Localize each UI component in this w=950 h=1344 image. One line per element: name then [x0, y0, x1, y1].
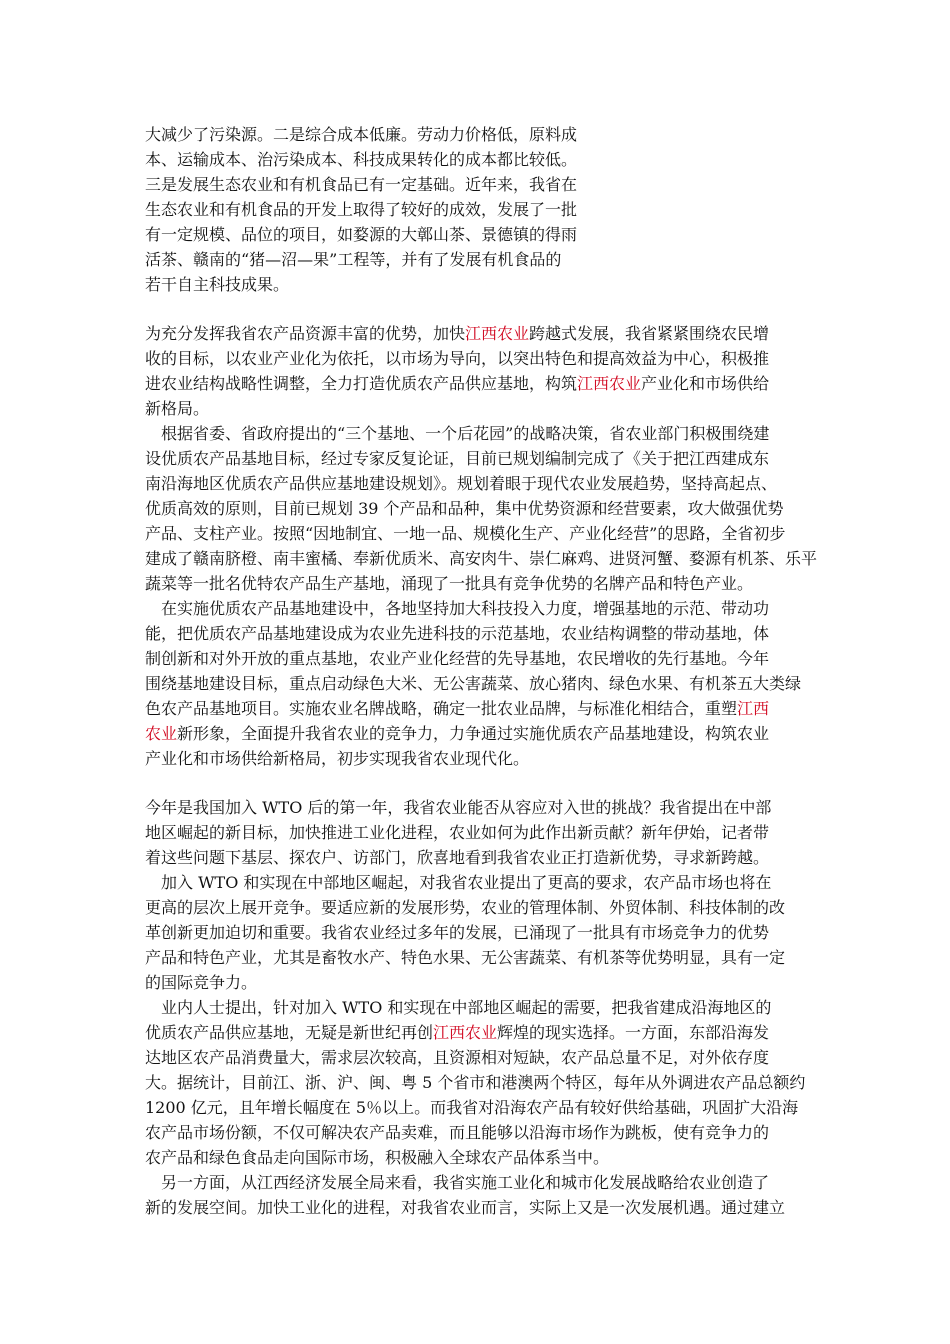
text-line — [145, 1045, 810, 1070]
text-line — [145, 870, 810, 895]
text-line — [145, 1095, 810, 1120]
text-segment: 为充分发挥我省农产品资源丰富的优势，加快 — [145, 324, 466, 343]
text-segment: 加入 WTO 和实现在中部地区崛起，对我省农业提出了更高的要求，农产品市场也将在 — [145, 873, 772, 892]
text-segment: 辉煌的现实选择。一方面，东部沿海发 — [497, 1023, 770, 1042]
text-segment: 色农产品基地项目。实施农业名牌战略，确定一批农业品牌，与标准化相结合，重塑 — [145, 699, 738, 718]
text-segment: 的国际竞争力。 — [145, 973, 258, 992]
text-line — [145, 496, 810, 521]
text-line — [145, 920, 810, 945]
text-line — [145, 746, 810, 771]
text-line — [145, 546, 818, 571]
text-segment: 另一方面，从江西经济发展全局来看，我省实施工业化和城市化发展战略给农业创造了 — [145, 1173, 770, 1192]
text-segment: 大。据统计，目前江、浙、沪、闽、粤 5 个省市和港澳两个特区，每年从外调进农产品总额约 — [145, 1073, 806, 1092]
text-line — [145, 471, 810, 496]
text-line — [145, 122, 605, 147]
text-line — [145, 346, 810, 371]
text-line — [145, 371, 810, 396]
text-line — [145, 421, 810, 446]
text-line — [145, 895, 810, 920]
text-line — [145, 321, 810, 346]
text-segment: 新格局。 — [145, 399, 210, 418]
text-segment: 农产品和绿色食品走向国际市场，积极融入全球农产品体系当中。 — [145, 1148, 610, 1167]
text-line — [145, 1020, 810, 1045]
text-line — [145, 1170, 810, 1195]
text-segment: 着这些问题下基层、探农户、访部门，欣喜地看到我省农业正打造新优势，寻求新跨越。 — [145, 848, 770, 867]
text-line — [145, 247, 605, 272]
text-line — [145, 1070, 810, 1095]
text-line — [145, 571, 810, 596]
text-line — [145, 945, 810, 970]
text-line — [145, 1120, 810, 1145]
text-line — [145, 995, 810, 1020]
text-segment: 产业化和市场供给 — [641, 374, 770, 393]
highlighted-term: 江西 — [737, 699, 770, 718]
text-segment: 今年是我国加入 WTO 后的第一年，我省农业能否从容应对入世的挑战？我省提出在中部 — [145, 798, 772, 817]
text-line — [145, 147, 605, 172]
text-line — [145, 172, 605, 197]
text-line — [145, 396, 810, 421]
text-segment: 围绕基地建设目标，重点启动绿色大米、无公害蔬菜、放心猪肉、绿色水果、有机茶五大类绿 — [145, 674, 802, 693]
text-segment: 本、运输成本、治污染成本、科技成果转化的成本都比较低。 — [145, 150, 578, 169]
text-segment: 生态农业和有机食品的开发上取得了较好的成效，发展了一批 — [145, 200, 578, 219]
text-segment: 优质农产品供应基地，无疑是新世纪再创 — [145, 1023, 434, 1042]
text-segment: 活茶、赣南的“猪—沼—果”工程等，并有了发展有机食品的 — [145, 250, 562, 269]
text-segment: 达地区农产品消费量大，需求层次较高，且资源相对短缺，农产品总量不足，对外依存度 — [145, 1048, 770, 1067]
text-segment: 业内人士提出，针对加入 WTO 和实现在中部地区崛起的需要，把我省建成沿海地区的 — [145, 998, 772, 1017]
text-line — [145, 1195, 810, 1220]
text-line — [145, 646, 810, 671]
highlighted-term: 江西农业 — [465, 324, 530, 343]
text-line — [145, 596, 810, 621]
text-segment: 大减少了污染源。二是综合成本低廉。劳动力价格低，原料成 — [145, 125, 578, 144]
text-block-3 — [145, 795, 810, 1220]
text-segment: 设优质农产品基地目标，经过专家反复论证，目前已规划编制完成了《关于把江西建成东 — [145, 449, 770, 468]
text-line — [145, 521, 810, 546]
text-segment: 更高的层次上展开竞争。要适应新的发展形势，农业的管理体制、外贸体制、科技体制的改 — [145, 898, 786, 917]
text-block-1 — [145, 122, 605, 297]
text-segment: 建成了赣南脐橙、南丰蜜橘、奉新优质米、高安肉牛、崇仁麻鸡、进贤河蟹、婺源有机茶、乐平 — [145, 549, 818, 568]
text-segment: 在实施优质农产品基地建设中，各地坚持加大科技投入力度，增强基地的示范、带动功 — [145, 599, 770, 618]
text-line — [145, 970, 810, 995]
text-segment: 三是发展生态农业和有机食品已有一定基础。近年来，我省在 — [145, 175, 578, 194]
text-segment: 制创新和对外开放的重点基地，农业产业化经营的先导基地，农民增收的先行基地。今年 — [145, 649, 770, 668]
text-line — [145, 820, 810, 845]
text-segment: 收的目标，以农业产业化为依托，以市场为导向，以突出特色和提高效益为中心，积极推 — [145, 349, 770, 368]
text-line — [145, 721, 810, 746]
text-segment: 农产品市场份额，不仅可解决农产品卖难，而且能够以沿海市场作为跳板，使有竞争力的 — [145, 1123, 770, 1142]
text-segment: 有一定规模、品位的项目，如婺源的大鄣山茶、景德镇的得雨 — [145, 225, 578, 244]
text-line — [145, 1145, 810, 1170]
text-segment: 新的发展空间。加快工业化的进程，对我省农业而言，实际上又是一次发展机遇。通过建立 — [145, 1198, 786, 1217]
text-line — [145, 621, 810, 646]
text-line — [145, 446, 810, 471]
text-segment: 蔬菜等一批名优特农产品生产基地，涌现了一批具有竞争优势的名牌产品和特色产业。 — [145, 574, 754, 593]
text-line — [145, 272, 605, 297]
text-segment: 优质高效的原则，目前已规划 39 个产品和品种，集中优势资源和经营要素，攻大做强优势 — [145, 499, 784, 518]
text-segment: 1200 亿元，且年增长幅度在 5％以上。而我省对沿海农产品有较好供给基础，巩固扩大沿海 — [145, 1098, 799, 1117]
text-segment: 南沿海地区优质农产品供应基地建设规划》。规划着眼于现代农业发展趋势，坚持高起点、 — [145, 474, 778, 493]
text-segment: 产品和特色产业，尤其是畜牧水产、特色水果、无公害蔬菜、有机茶等优势明显，具有一定 — [145, 948, 786, 967]
text-line — [145, 696, 810, 721]
text-segment: 地区崛起的新目标，加快推进工业化进程，农业如何为此作出新贡献？新年伊始，记者带 — [145, 823, 770, 842]
text-segment: 若干自主科技成果。 — [145, 275, 290, 294]
text-segment: 能，把优质农产品基地建设成为农业先进科技的示范基地，农业结构调整的带动基地，体 — [145, 624, 770, 643]
highlighted-term: 农业 — [145, 724, 178, 743]
text-line — [145, 197, 605, 222]
text-segment: 跨越式发展，我省紧紧围绕农民增 — [529, 324, 770, 343]
text-segment: 新形象，全面提升我省农业的竞争力，力争通过实施优质农产品基地建设，构筑农业 — [177, 724, 770, 743]
text-segment: 产品、支柱产业。按照“因地制宜、一地一品、规模化生产、产业化经营”的思路，全省初步 — [145, 524, 786, 543]
text-line — [145, 222, 605, 247]
text-segment: 进农业结构战略性调整，全力打造优质农产品供应基地，构筑 — [145, 374, 578, 393]
text-block-2 — [145, 321, 818, 771]
text-line — [145, 671, 810, 696]
text-segment: 革创新更加迫切和重要。我省农业经过多年的发展，已涌现了一批具有市场竞争力的优势 — [145, 923, 770, 942]
text-line — [145, 795, 810, 820]
text-segment: 根据省委、省政府提出的“三个基地、一个后花园”的战略决策，省农业部门积极围绕建 — [145, 424, 770, 443]
text-segment: 产业化和市场供给新格局，初步实现我省农业现代化。 — [145, 749, 530, 768]
text-line — [145, 845, 810, 870]
highlighted-term: 江西农业 — [433, 1023, 498, 1042]
highlighted-term: 江西农业 — [577, 374, 642, 393]
